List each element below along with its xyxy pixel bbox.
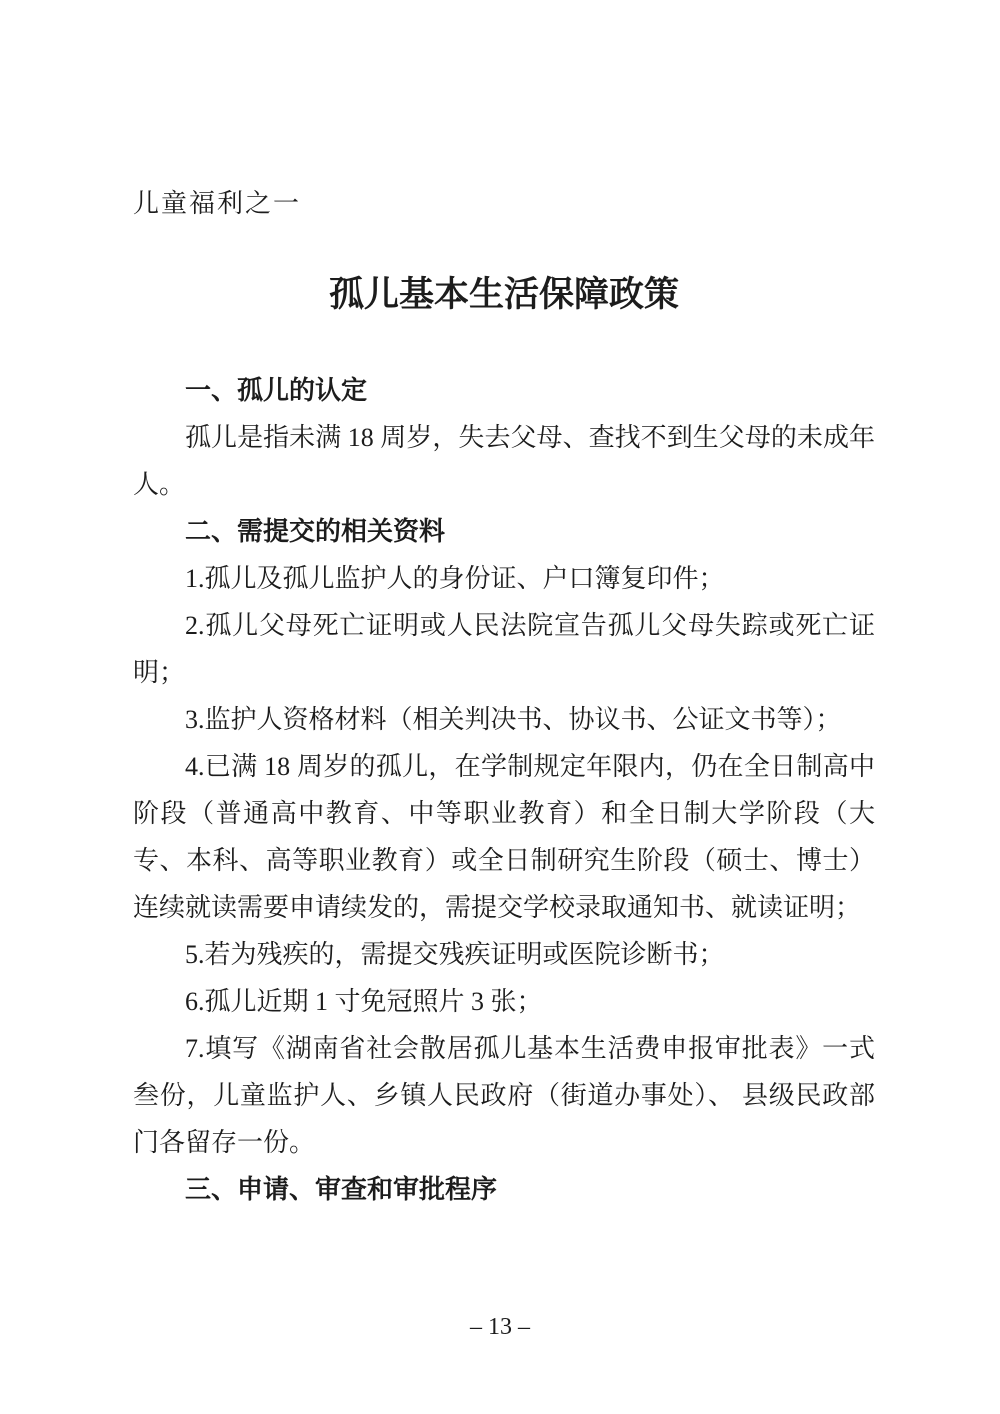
paragraph-item-4: 4.已满 18 周岁的孤儿，在学制规定年限内，仍在全日制高中阶段（普通高中教育、中等职业教育）和全日制大学阶段（大专、本科、高等职业教育）或全日制研究生阶段（硕士、博士）连续就读需要申请续发的，需提交学校录取通知书、就读证明； bbox=[133, 752, 875, 922]
section-heading-required-materials: 二、需提交的相关资料 bbox=[185, 516, 446, 546]
paragraph-item-6: 6.孤儿近期 1 寸免冠照片 3 张； bbox=[185, 987, 543, 1016]
document-body bbox=[133, 367, 875, 1213]
paragraph-item-7: 7.填写《湖南省社会散居孤儿基本生活费申报审批表》一式叁份，儿童监护人、乡镇人民政府（街道办事处）、 县级民政部门各留存一份。 bbox=[133, 1034, 875, 1157]
paragraph-item-3: 3.监护人资格材料（相关判决书、协议书、公证文书等）； bbox=[185, 705, 842, 734]
paragraph-item-5: 5.若为残疾的，需提交残疾证明或医院诊断书； bbox=[185, 940, 725, 969]
section-heading-application-procedure: 三、申请、审查和审批程序 bbox=[185, 1174, 498, 1204]
paragraph-item-2: 2.孤儿父母死亡证明或人民法院宣告孤儿父母失踪或死亡证明； bbox=[133, 611, 875, 687]
paragraph-item-1: 1.孤儿及孤儿监护人的身份证、户口簿复印件； bbox=[185, 564, 725, 593]
section-heading-orphan-identification: 一、孤儿的认定 bbox=[185, 375, 368, 405]
page-title: 孤儿基本生活保障政策 bbox=[328, 275, 679, 314]
doc-category-note: 儿童福利之一 bbox=[133, 189, 302, 218]
page-number: – 13 – bbox=[470, 1314, 530, 1340]
paragraph-orphan-definition: 孤儿是指未满 18 周岁，失去父母、查找不到生父母的未成年人。 bbox=[133, 423, 875, 499]
